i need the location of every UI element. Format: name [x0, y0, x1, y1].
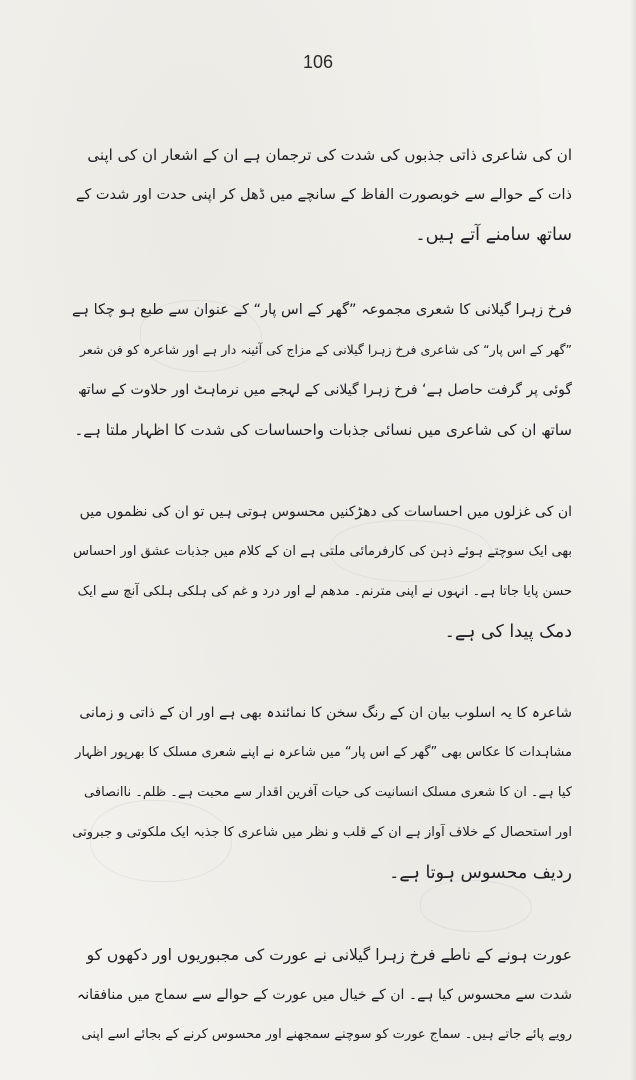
paragraph-line: ردیف محسوس ہوتا ہے۔	[389, 863, 572, 883]
paragraph-4	[72, 693, 572, 893]
paragraph-5	[72, 935, 572, 1055]
page-edge-shadow	[630, 0, 636, 1080]
paragraph-line: شدت سے محسوس کیا ہے۔ ان کے خیال میں عورت کے حوالے سے سماج میں منافقانہ	[76, 987, 572, 1003]
paragraph-line: عورت ہونے کے ناطے فرخ زہرا گیلانی نے عورت کی مجبوریوں اور دکھوں کو	[86, 946, 572, 964]
paragraph-line: شاعرہ کا یہ اسلوب بیان ان کے رنگ سخن کا نمائندہ بھی ہے اور ان کے ذاتی و زمانی	[79, 705, 572, 721]
paragraph-line: ساتھ ان کی شاعری میں نسائی جذبات واحساسات کی شدت کا اظہار ملتا ہے۔	[74, 421, 572, 439]
paragraph-line: کیا ہے۔ ان کا شعری مسلک انسانیت کی حیات آفرین اقدار سے محبت ہے۔ ظلم۔ ناانصافی	[84, 785, 572, 800]
paragraph-line: حسن پایا جاتا ہے۔ انہوں نے اپنی مترنم۔ مدھم لے اور درد و غم کی ہلکی ہلکی آنچ سے ایک	[77, 584, 572, 599]
paragraph-line: رویے پائے جاتے ہیں۔ سماج عورت کو سوچنے سمجھنے اور محسوس کرنے کے بجائے اسے اپنی	[81, 1027, 572, 1042]
paragraph-3	[72, 492, 572, 652]
paragraph-line: دمک پیدا کی ہے۔	[444, 622, 572, 642]
paragraph-line: بھی ایک سوچتے ہوئے ذہن کی کارفرمائی ملتی ہے ان کے کلام میں جذبات عشق اور احساس	[73, 544, 572, 559]
page-number: 106	[302, 52, 334, 72]
paragraph-line: اور استحصال کے خلاف آواز ہے ان کے قلب و نظر میں شاعری کا جذبہ ایک ملکوتی و جبروتی	[72, 825, 572, 840]
paragraph-line: مشاہدات کا عکاس بھی ”گھر کے اس پار“ میں شاعرہ نے اپنے شعری مسلک کا بھرپور اظہار	[75, 745, 572, 760]
paragraph-line: ذات کے حوالے سے خوبصورت الفاظ کے سانچے میں ڈھل کر اپنی حدت اور شدت کے	[75, 187, 572, 203]
paragraph-line: ان کی غزلوں میں احساسات کی دھڑکنیں محسوس ہوتی ہیں تو ان کی نظموں میں	[79, 504, 572, 520]
paragraph-line: فرخ زہرا گیلانی کا شعری مجموعہ ”گھر کے اس پار“ کے عنوان سے طبع ہو چکا ہے	[72, 302, 572, 318]
paragraph-line: گوئی پر گرفت حاصل ہے‘ فرخ زہرا گیلانی کے لہجے میں نرماہٹ اور حلاوت کے ساتھ	[77, 382, 572, 398]
paragraph-line: ان کی شاعری ذاتی جذبوں کی شدت کی ترجمان ہے ان کے اشعار ان کی اپنی	[87, 146, 572, 164]
paragraph-2	[72, 290, 572, 450]
paragraph-line: ساتھ سامنے آتے ہیں۔	[415, 225, 572, 245]
paragraph-1	[72, 135, 572, 255]
paragraph-line: ”گھر کے اس پار“ کی شاعری فرخ زہرا گیلانی کے مزاج کی آئینہ دار ہے اور شاعرہ کو فن شعر	[79, 342, 572, 357]
